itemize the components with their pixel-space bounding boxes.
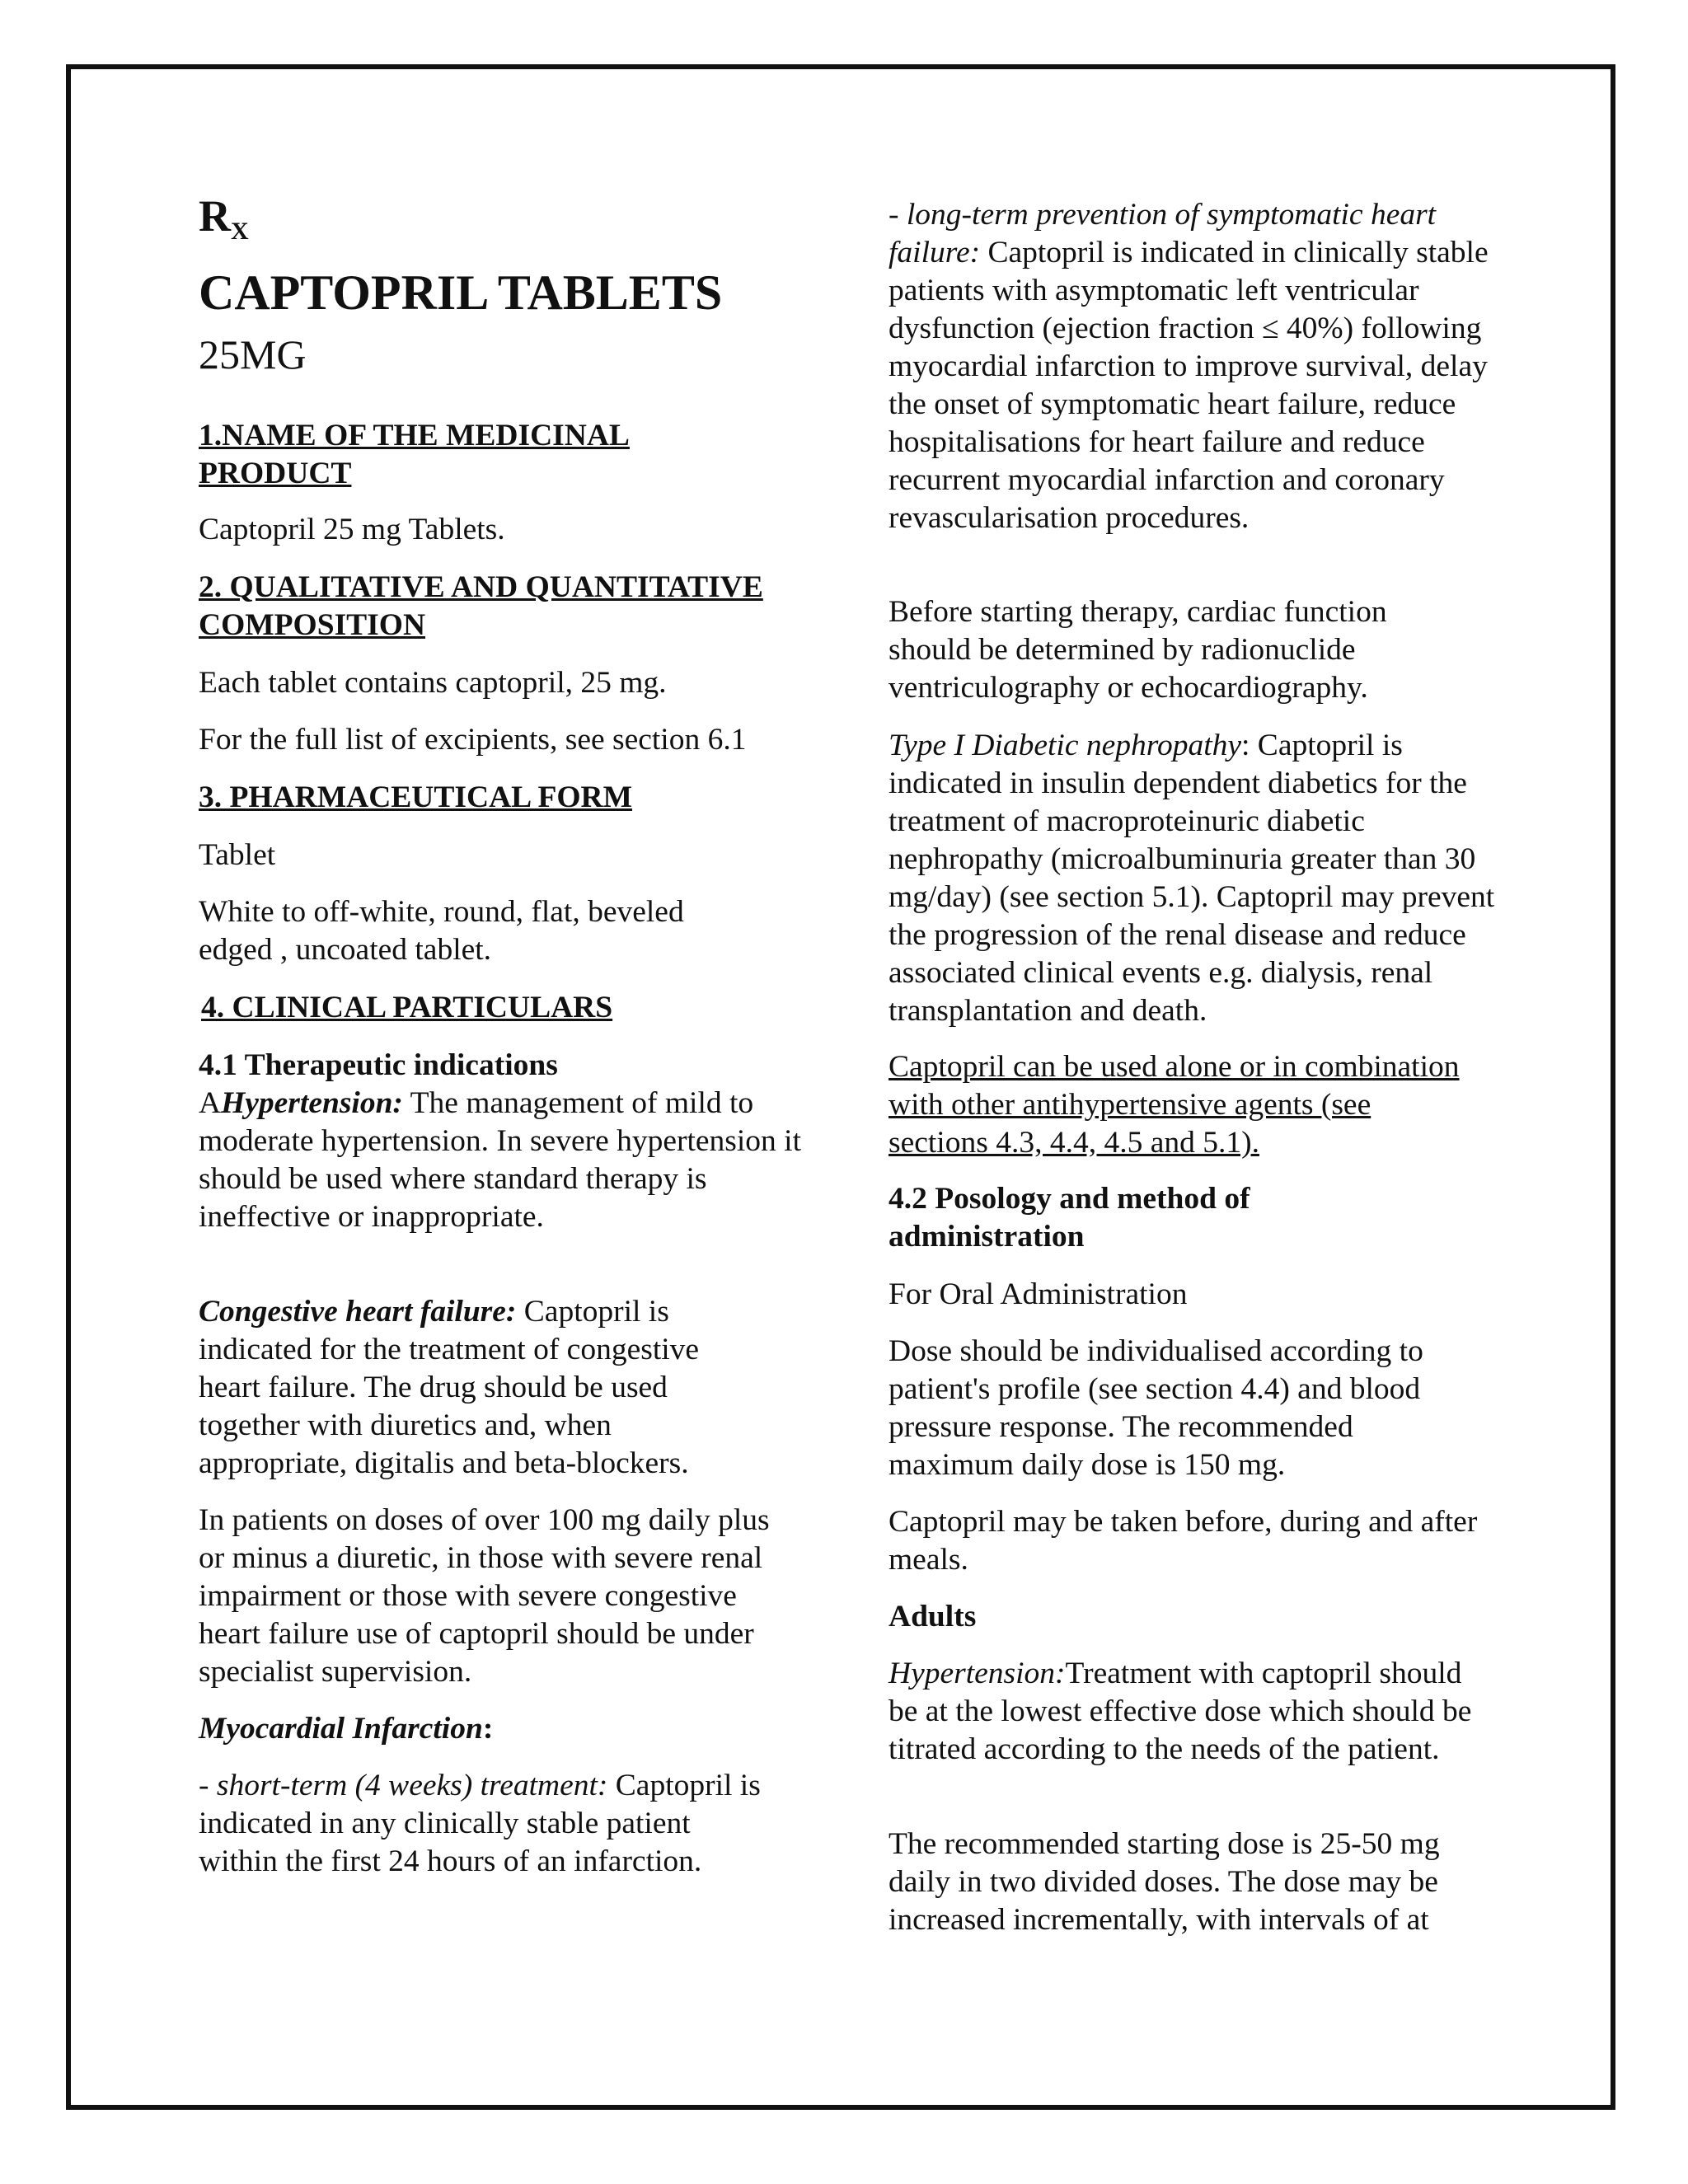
product-title: CAPTOPRIL TABLETS bbox=[199, 265, 723, 320]
doses-paragraph: In patients on doses of over 100 mg daily plus or minus a diuretic, in those with severe renal impairment or those with severe congestive heart failure use of captopril should be under specialist supervision. bbox=[199, 1503, 770, 1689]
long-term-paragraph: - long-term prevention of symptomatic heart failure: Captopril is indicated in clinically stable patients with asymptomatic left ventricular dysfunction (ejection fraction ≤ 40%) following myocardial infarction to improve survival, delay the onset of symptomatic heart failure, reduce hospitalisations for heart failure and reduce recurrent myocardial infarction and coronary revascularisation procedures. bbox=[889, 198, 1489, 535]
hypertension-paragraph: AHypertension: The management of mild to moderate hypertension. In severe hypertension it should be used where standard therapy is ineffective or inappropriate. bbox=[199, 1086, 802, 1234]
meals-paragraph: Captopril may be taken before, during and after meals. bbox=[889, 1505, 1478, 1577]
combination-paragraph: Captopril can be used alone or in combination with other antihypertensive agents (see sections 4.3, 4.4, 4.5 and 5.1). bbox=[889, 1050, 1460, 1160]
section-4-2-heading: 4.2 Posology and method of administration bbox=[889, 1182, 1250, 1254]
section-2-text-1: Each tablet contains captopril, 25 mg. bbox=[199, 666, 667, 700]
short-term-paragraph: - short-term (4 weeks) treatment: Captopril is indicated in any clinically stable patient within the first 24 hours of an infarction. bbox=[199, 1769, 761, 1878]
chf-paragraph: Congestive heart failure: Captopril is indicated for the treatment of congestive heart failure. The drug should be used together with diuretics and, when appropriate, digitalis and beta-blockers. bbox=[199, 1295, 700, 1480]
section-1-heading: 1.NAME OF THE MEDICINAL PRODUCT bbox=[199, 419, 630, 490]
dose-paragraph: Dose should be individualised according to patient's profile (see section 4.4) and blood pressure response. The recommended maximum daily dose is 150 mg. bbox=[889, 1334, 1423, 1482]
section-1-text: Captopril 25 mg Tablets. bbox=[199, 513, 505, 546]
section-2-heading: 2. QUALITATIVE AND QUANTITATIVE COMPOSITION bbox=[199, 570, 763, 642]
before-therapy-paragraph: Before starting therapy, cardiac function should be determined by radionuclide ventriculography or echocardiography. bbox=[889, 595, 1387, 705]
rx-symbol: $R_X$ bbox=[199, 191, 249, 245]
section-3-heading: 3. PHARMACEUTICAL FORM bbox=[199, 780, 633, 814]
oral-administration-text: For Oral Administration bbox=[889, 1277, 1188, 1311]
product-strength: 25MG bbox=[199, 331, 307, 377]
adults-heading: Adults bbox=[889, 1600, 977, 1633]
mi-heading: Myocardial Infarction: bbox=[199, 1712, 494, 1746]
section-4-1-heading: 4.1 Therapeutic indications bbox=[199, 1048, 558, 1082]
section-3-text-2: White to off-white, round, flat, beveled edged , uncoated tablet. bbox=[199, 895, 684, 967]
diabetic-nephropathy-paragraph: Type I Diabetic nephropathy: Captopril is indicated in insulin dependent diabetics for the treatment of macroproteinuric diabetic nephropathy (microalbuminuria greater than 30 mg/day) (see section 5.1). Captopril may prevent the progression of the renal disease and reduce associated clinical events e.g. dialysis, renal transplantation and death. bbox=[889, 729, 1495, 1028]
section-3-text-1: Tablet bbox=[199, 838, 276, 872]
adult-hypertension-paragraph: Hypertension:Treatment with captopril should be at the lowest effective dose which should be titrated according to the needs of the patient. bbox=[889, 1657, 1472, 1766]
section-4-heading: 4. CLINICAL PARTICULARS bbox=[201, 991, 613, 1024]
section-2-text-2: For the full list of excipients, see section 6.1 bbox=[199, 723, 747, 757]
starting-dose-paragraph: The recommended starting dose is 25-50 mg daily in two divided doses. The dose may be increased incrementally, with intervals of at bbox=[889, 1827, 1440, 1937]
